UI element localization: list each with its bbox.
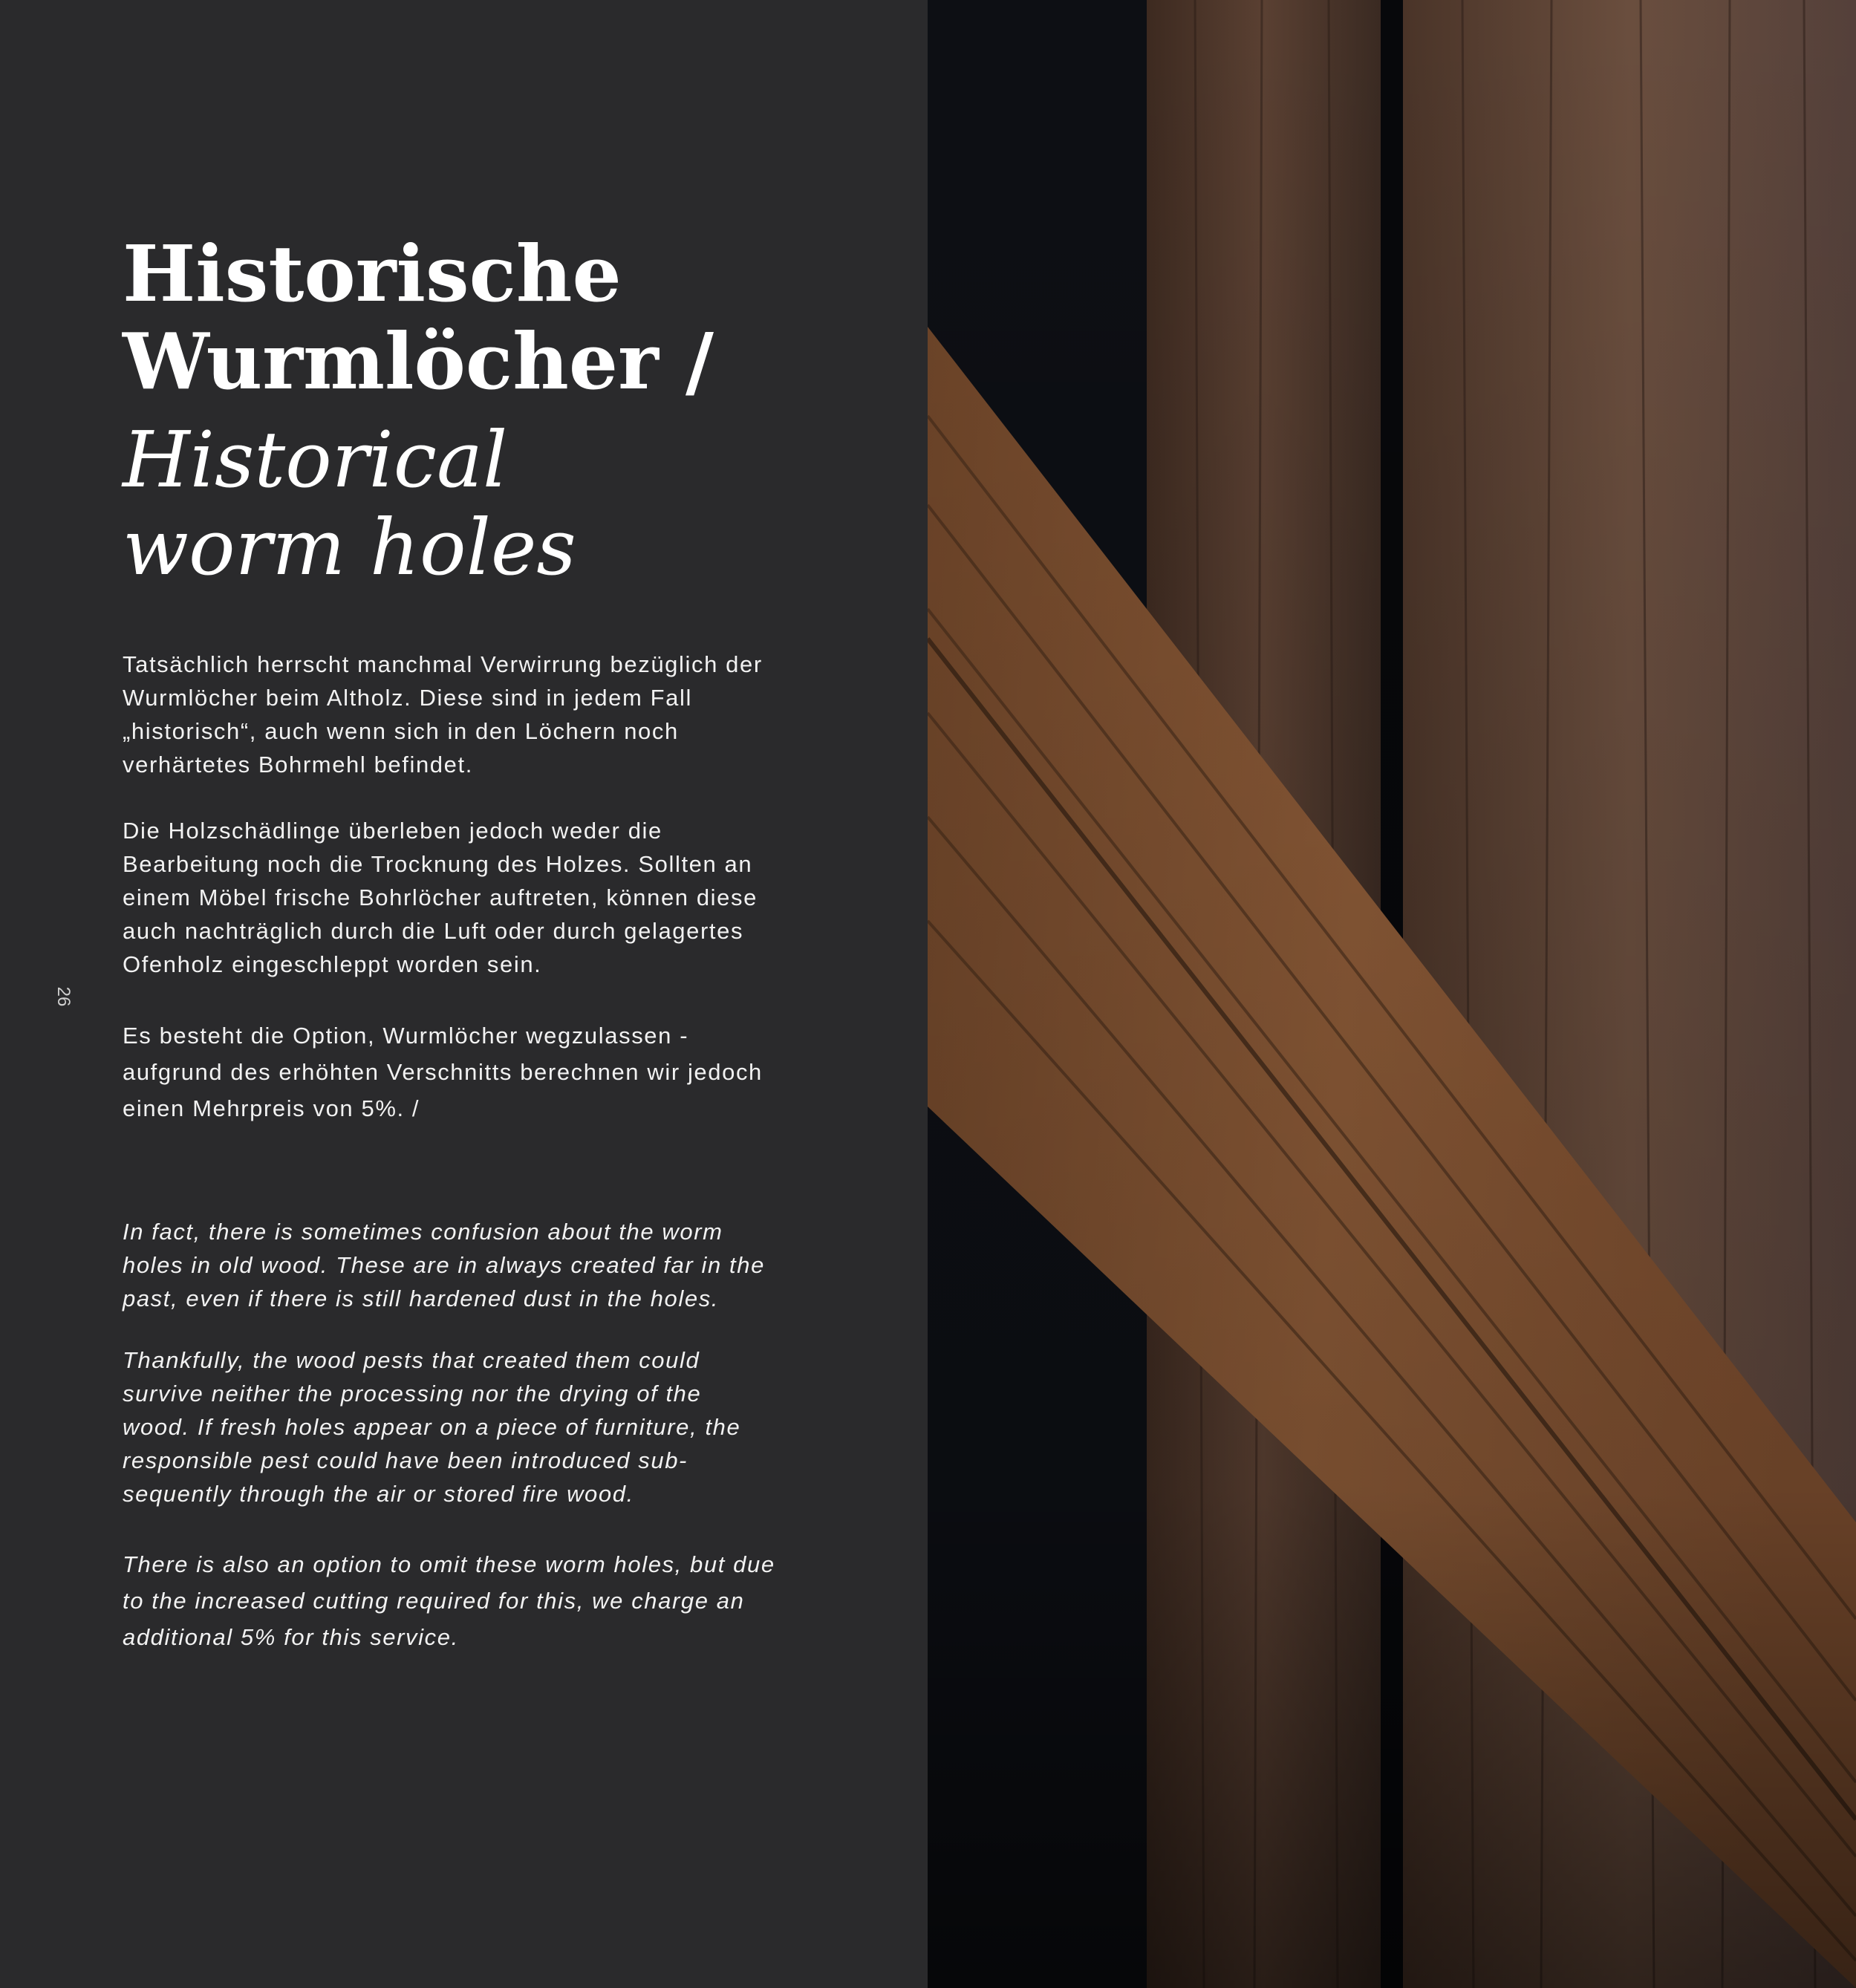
german-paragraph-1 [123, 648, 806, 781]
page-number: 26 [53, 986, 74, 1007]
text-line: sequently through the air or stored fire wood. [123, 1481, 634, 1507]
english-paragraph-3 [123, 1546, 806, 1655]
text-line: additional 5% for this service. [123, 1624, 459, 1650]
heading-german-line-1: Historische [123, 228, 622, 319]
text-line: Die Holzschädlinge überleben jedoch weder die [123, 818, 662, 844]
text-line: einem Möbel frische Bohrlöcher auftreten, können diese [123, 884, 758, 910]
text-line: past, even if there is still hardened dust in the holes. [123, 1285, 720, 1311]
text-line: survive neither the processing nor the drying of the [123, 1381, 702, 1407]
text-line: wood. If fresh holes appear on a piece of furniture, the [123, 1414, 741, 1440]
text-line: holes in old wood. These are in always created far in the [123, 1252, 765, 1278]
text-line: There is also an option to omit these worm holes, but due [123, 1551, 775, 1577]
text-line: einen Mehrpreis von 5%. / [123, 1095, 420, 1121]
text-line: „historisch“, auch wenn sich in den Löchern noch [123, 718, 679, 744]
heading-english [123, 416, 576, 591]
wood-photo [928, 0, 1856, 1988]
text-line: auch nachträglich durch die Luft oder durch gelagertes [123, 918, 744, 944]
english-paragraph-2 [123, 1343, 806, 1510]
heading-german-line-2: Wurmlöcher / [123, 316, 714, 407]
reclaimed-wood-image [928, 0, 1856, 1988]
text-line: Wurmlöcher beim Altholz. Diese sind in jedem Fall [123, 685, 692, 711]
text-line: verhärtetes Bohrmehl befindet. [123, 752, 473, 778]
text-line: to the increased cutting required for this, we charge an [123, 1588, 745, 1614]
bottom-shadow [928, 0, 1856, 1988]
german-paragraph-2 [123, 814, 806, 981]
heading-german [123, 230, 714, 405]
text-line: Bearbeitung noch die Trocknung des Holzes. Sollten an [123, 851, 753, 877]
text-line: Thankfully, the wood pests that created them could [123, 1347, 700, 1373]
text-line: Es besteht die Option, Wurmlöcher wegzulassen - [123, 1023, 689, 1049]
text-line: Ofenholz eingeschleppt worden sein. [123, 951, 542, 977]
heading-english-line-1: Historical [123, 414, 508, 505]
text-line: responsible pest could have been introduced sub- [123, 1447, 688, 1473]
german-paragraph-3 [123, 1017, 806, 1127]
text-line: aufgrund des erhöhten Verschnitts berechnen wir jedoch [123, 1059, 763, 1085]
text-line: Tatsächlich herrscht manchmal Verwirrung bezüglich der [123, 651, 763, 677]
text-line: In fact, there is sometimes confusion about the worm [123, 1219, 723, 1245]
heading-english-line-2: worm holes [123, 502, 576, 593]
english-paragraph-1 [123, 1215, 806, 1315]
